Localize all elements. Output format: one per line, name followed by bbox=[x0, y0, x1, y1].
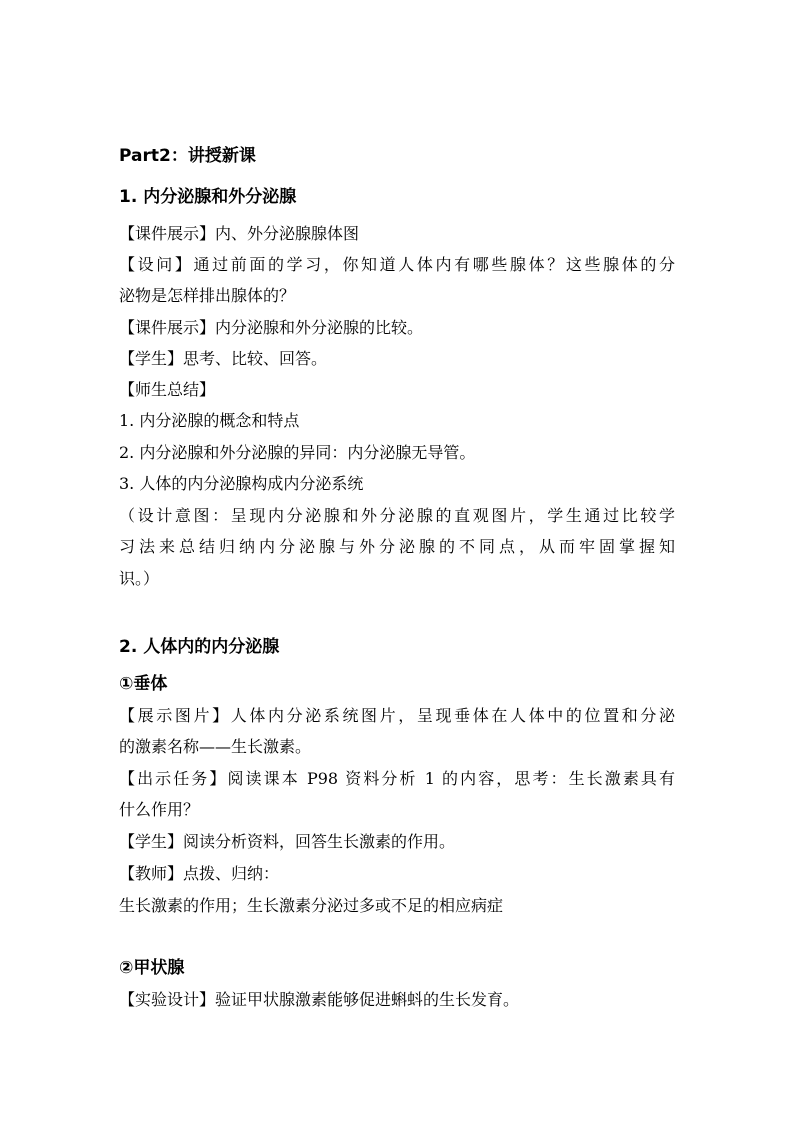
paragraph-line: 【课件展示】内分泌腺和外分泌腺的比较。 bbox=[119, 318, 424, 337]
paragraph-line: 【实验设计】验证甲状腺激素能够促进蝌蚪的生长发育。 bbox=[119, 990, 520, 1009]
section-2-heading: 2. 人体内的内分泌腺 bbox=[119, 637, 280, 657]
paragraph-line: 什么作用？ bbox=[119, 800, 200, 819]
list-item: 3. 人体的内分泌腺构成内分泌系统 bbox=[119, 474, 364, 493]
paragraph-line: 【学生】思考、比较、回答。 bbox=[119, 349, 328, 368]
list-item: 1. 内分泌腺的概念和特点 bbox=[119, 411, 300, 430]
paragraph-line: 生长激素的作用；生长激素分泌过多或不足的相应病症 bbox=[119, 896, 504, 915]
section-1-heading: 1. 内分泌腺和外分泌腺 bbox=[119, 187, 297, 207]
subsection-thyroid-heading: ②甲状腺 bbox=[119, 958, 185, 978]
subsection-pituitary-heading: ①垂体 bbox=[119, 674, 168, 694]
paragraph-line: 的激素名称——生长激素。 bbox=[119, 737, 312, 756]
design-intent-line: （设计意图：呈现内分泌腺和外分泌腺的直观图片，学生通过比较学 bbox=[119, 506, 675, 525]
paragraph-line: 【师生总结】 bbox=[119, 380, 216, 399]
design-intent-line: 识。） bbox=[119, 569, 160, 588]
list-item: 2. 内分泌腺和外分泌腺的异同：内分泌腺无导管。 bbox=[119, 443, 476, 462]
paragraph-line: 【教师】点拨、归纳： bbox=[119, 864, 280, 883]
paragraph-line: 【展示图片】人体内分泌系统图片，呈现垂体在人体中的位置和分泌 bbox=[119, 706, 675, 725]
paragraph-line: 【设问】通过前面的学习，你知道人体内有哪些腺体？这些腺体的分 bbox=[119, 255, 675, 274]
paragraph-line: 【课件展示】内、外分泌腺腺体图 bbox=[119, 224, 360, 243]
part-title: Part2：讲授新课 bbox=[119, 146, 256, 166]
paragraph-line: 【学生】阅读分析资料，回答生长激素的作用。 bbox=[119, 832, 456, 851]
paragraph-line: 【出示任务】阅读课本 P98 资料分析 1 的内容，思考：生长激素具有 bbox=[119, 769, 675, 788]
paragraph-line: 泌物是怎样排出腺体的？ bbox=[119, 286, 296, 305]
design-intent-line: 习法来总结归纳内分泌腺与外分泌腺的不同点，从而牢固掌握知 bbox=[119, 537, 675, 556]
